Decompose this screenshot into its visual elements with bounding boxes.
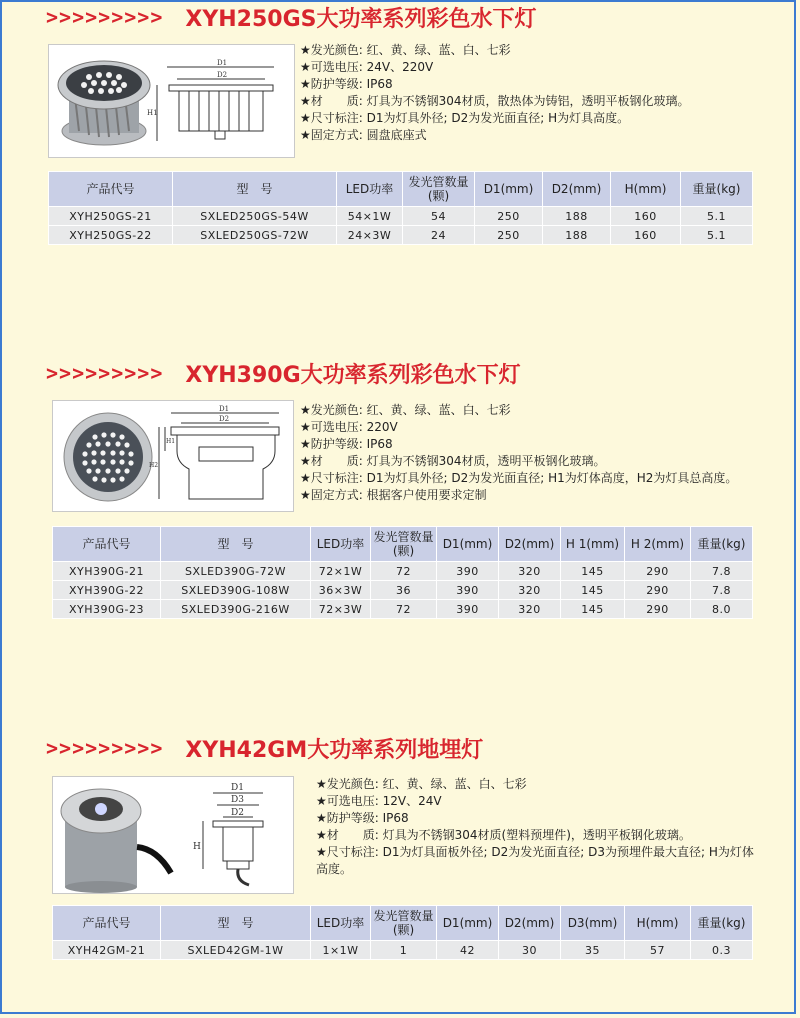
spec-line: ★尺寸标注: D1为灯具外径; D2为发光面直径; H1为灯体高度，H2为灯具总高度。 [300, 471, 738, 485]
spec-line: ★尺寸标注: D1为灯具面板外径; D2为发光面直径; D3为预埋件最大直径; H为灯体高度。 [316, 845, 754, 876]
section-1-title: XYH250GS大功率系列彩色水下灯 [185, 6, 537, 32]
table-header: H(mm) [611, 172, 681, 207]
table-header: D1(mm) [437, 527, 499, 562]
section-1-h-label: H1 [147, 109, 158, 117]
section-3-product-svg [53, 777, 293, 893]
table-header: 重量(kg) [691, 527, 753, 562]
table-cell: 188 [543, 226, 611, 245]
table-cell: 145 [561, 562, 625, 581]
section-2-title-row [46, 358, 521, 388]
table-header: 发光管数量(颗) [403, 172, 475, 207]
table-cell: SXLED250GS-72W [173, 226, 337, 245]
table-cell: 188 [543, 207, 611, 226]
table-cell: 57 [625, 941, 691, 960]
table-cell: XYH390G-22 [53, 581, 161, 600]
table-cell: 5.1 [681, 207, 753, 226]
table-cell: 250 [475, 226, 543, 245]
table-header: LED功率 [311, 906, 371, 941]
table-cell: 320 [499, 581, 561, 600]
table-cell: 24 [403, 226, 475, 245]
table-cell: 320 [499, 600, 561, 619]
table-header: 型 号 [173, 172, 337, 207]
table-header: D1(mm) [475, 172, 543, 207]
table-header-row [53, 527, 753, 562]
table-cell: 1 [371, 941, 437, 960]
table-header: 发光管数量(颗) [371, 906, 437, 941]
table-header: 重量(kg) [691, 906, 753, 941]
spec-line: ★材 质: 灯具为不锈钢304材质，透明平板钢化玻璃。 [300, 454, 606, 468]
table-cell: 145 [561, 600, 625, 619]
table-cell: 390 [437, 600, 499, 619]
spec-line: ★可选电压: 220V [300, 420, 398, 434]
table-header: 发光管数量(颗) [371, 527, 437, 562]
spec-line: ★尺寸标注: D1为灯具外径; D2为发光面直径; H为灯具高度。 [300, 111, 630, 125]
section-1-arrows: >>>>>>>>> [46, 5, 164, 29]
table-header: 型 号 [161, 527, 311, 562]
table-cell: 7.8 [691, 562, 753, 581]
table-header: 重量(kg) [681, 172, 753, 207]
section-1-product-figure [48, 44, 295, 158]
section-2-d2-label: D2 [219, 415, 230, 423]
section-2-product-svg [53, 401, 293, 511]
table-cell: 160 [611, 207, 681, 226]
table-header: H 1(mm) [561, 527, 625, 562]
section-1-d2-label: D2 [217, 71, 228, 79]
section-1-table [48, 171, 753, 245]
table-header: H 2(mm) [625, 527, 691, 562]
section-3-d1-label: D1 [231, 783, 244, 793]
table-cell: 72 [371, 600, 437, 619]
table-cell: 72 [371, 562, 437, 581]
table-header-row [53, 906, 753, 941]
spec-line: ★固定方式: 圆盘底座式 [300, 128, 427, 142]
section-2-specs [300, 402, 760, 504]
section-3-h-label: H [193, 842, 201, 852]
table-cell: 320 [499, 562, 561, 581]
table-cell: 54×1W [337, 207, 403, 226]
table-cell: 250 [475, 207, 543, 226]
table-cell: SXLED390G-108W [161, 581, 311, 600]
table-cell: 290 [625, 581, 691, 600]
table-header: 产品代号 [53, 527, 161, 562]
section-3-title-row [46, 733, 483, 763]
table-cell: SXLED42GM-1W [161, 941, 311, 960]
spec-line: ★可选电压: 24V、220V [300, 60, 434, 74]
table-cell: SXLED390G-216W [161, 600, 311, 619]
table-cell: XYH250GS-22 [49, 226, 173, 245]
table-header: D2(mm) [543, 172, 611, 207]
table-row [49, 226, 753, 245]
table-cell: 390 [437, 562, 499, 581]
section-3-arrows: >>>>>>>>> [46, 736, 164, 760]
section-3-d2-label: D2 [231, 808, 244, 818]
section-2-table [52, 526, 753, 619]
table-cell: 5.1 [681, 226, 753, 245]
table-cell: 390 [437, 581, 499, 600]
table-cell: 42 [437, 941, 499, 960]
section-2-title: XYH390G大功率系列彩色水下灯 [185, 362, 521, 388]
table-cell: 36 [371, 581, 437, 600]
spec-line: ★材 质: 灯具为不锈钢304材质，散热体为铸铝，透明平板钢化玻璃。 [300, 94, 690, 108]
table-cell: 0.3 [691, 941, 753, 960]
section-1-product-svg [49, 45, 294, 157]
section-2-h2-label: H2 [149, 462, 159, 469]
table-header-row [49, 172, 753, 207]
table-cell: XYH390G-23 [53, 600, 161, 619]
spec-line: ★固定方式: 根据客户使用要求定制 [300, 488, 487, 502]
table-cell: 290 [625, 600, 691, 619]
section-2-product-figure [52, 400, 294, 512]
table-header: LED功率 [311, 527, 371, 562]
table-row [53, 941, 753, 960]
table-header: 产品代号 [53, 906, 161, 941]
spec-line: ★防护等级: IP68 [316, 811, 409, 825]
table-cell: 160 [611, 226, 681, 245]
table-cell: 1×1W [311, 941, 371, 960]
table-cell: XYH250GS-21 [49, 207, 173, 226]
table-cell: XYH42GM-21 [53, 941, 161, 960]
table-cell: 145 [561, 581, 625, 600]
table-header: D1(mm) [437, 906, 499, 941]
table-cell: 8.0 [691, 600, 753, 619]
table-cell: SXLED390G-72W [161, 562, 311, 581]
section-2-d1-label: D1 [219, 405, 230, 413]
spec-line: ★发光颜色: 红、黄、绿、蓝、白、七彩 [300, 403, 511, 417]
table-cell: 7.8 [691, 581, 753, 600]
table-header: 型 号 [161, 906, 311, 941]
section-3-d3-label: D3 [231, 795, 244, 805]
table-cell: 35 [561, 941, 625, 960]
table-cell: 24×3W [337, 226, 403, 245]
section-3-table [52, 905, 753, 960]
table-cell: 30 [499, 941, 561, 960]
section-1-title-row [46, 2, 537, 32]
table-cell: XYH390G-21 [53, 562, 161, 581]
table-cell: 72×3W [311, 600, 371, 619]
table-cell: 72×1W [311, 562, 371, 581]
section-1-d1-label: D1 [217, 59, 228, 67]
table-row [49, 207, 753, 226]
section-1-specs [300, 42, 780, 144]
table-row [53, 600, 753, 619]
table-cell: 54 [403, 207, 475, 226]
section-2-h1-label: H1 [166, 438, 176, 445]
spec-line: ★发光颜色: 红、黄、绿、蓝、白、七彩 [300, 43, 511, 57]
table-header: D2(mm) [499, 906, 561, 941]
table-cell: 36×3W [311, 581, 371, 600]
table-row [53, 581, 753, 600]
table-cell: SXLED250GS-54W [173, 207, 337, 226]
section-2-arrows: >>>>>>>>> [46, 361, 164, 385]
spec-line: ★材 质: 灯具为不锈钢304材质(塑料预埋件)，透明平板钢化玻璃。 [316, 828, 691, 842]
table-cell: 290 [625, 562, 691, 581]
spec-line: ★可选电压: 12V、24V [316, 794, 442, 808]
section-3-product-figure [52, 776, 294, 894]
table-header: H(mm) [625, 906, 691, 941]
table-header: LED功率 [337, 172, 403, 207]
table-header: D2(mm) [499, 527, 561, 562]
table-row [53, 562, 753, 581]
table-header: D3(mm) [561, 906, 625, 941]
spec-line: ★发光颜色: 红、黄、绿、蓝、白、七彩 [316, 777, 527, 791]
table-header: 产品代号 [49, 172, 173, 207]
section-3-specs [316, 776, 756, 878]
spec-line: ★防护等级: IP68 [300, 77, 393, 91]
section-3-title: XYH42GM大功率系列地埋灯 [185, 737, 484, 763]
spec-line: ★防护等级: IP68 [300, 437, 393, 451]
